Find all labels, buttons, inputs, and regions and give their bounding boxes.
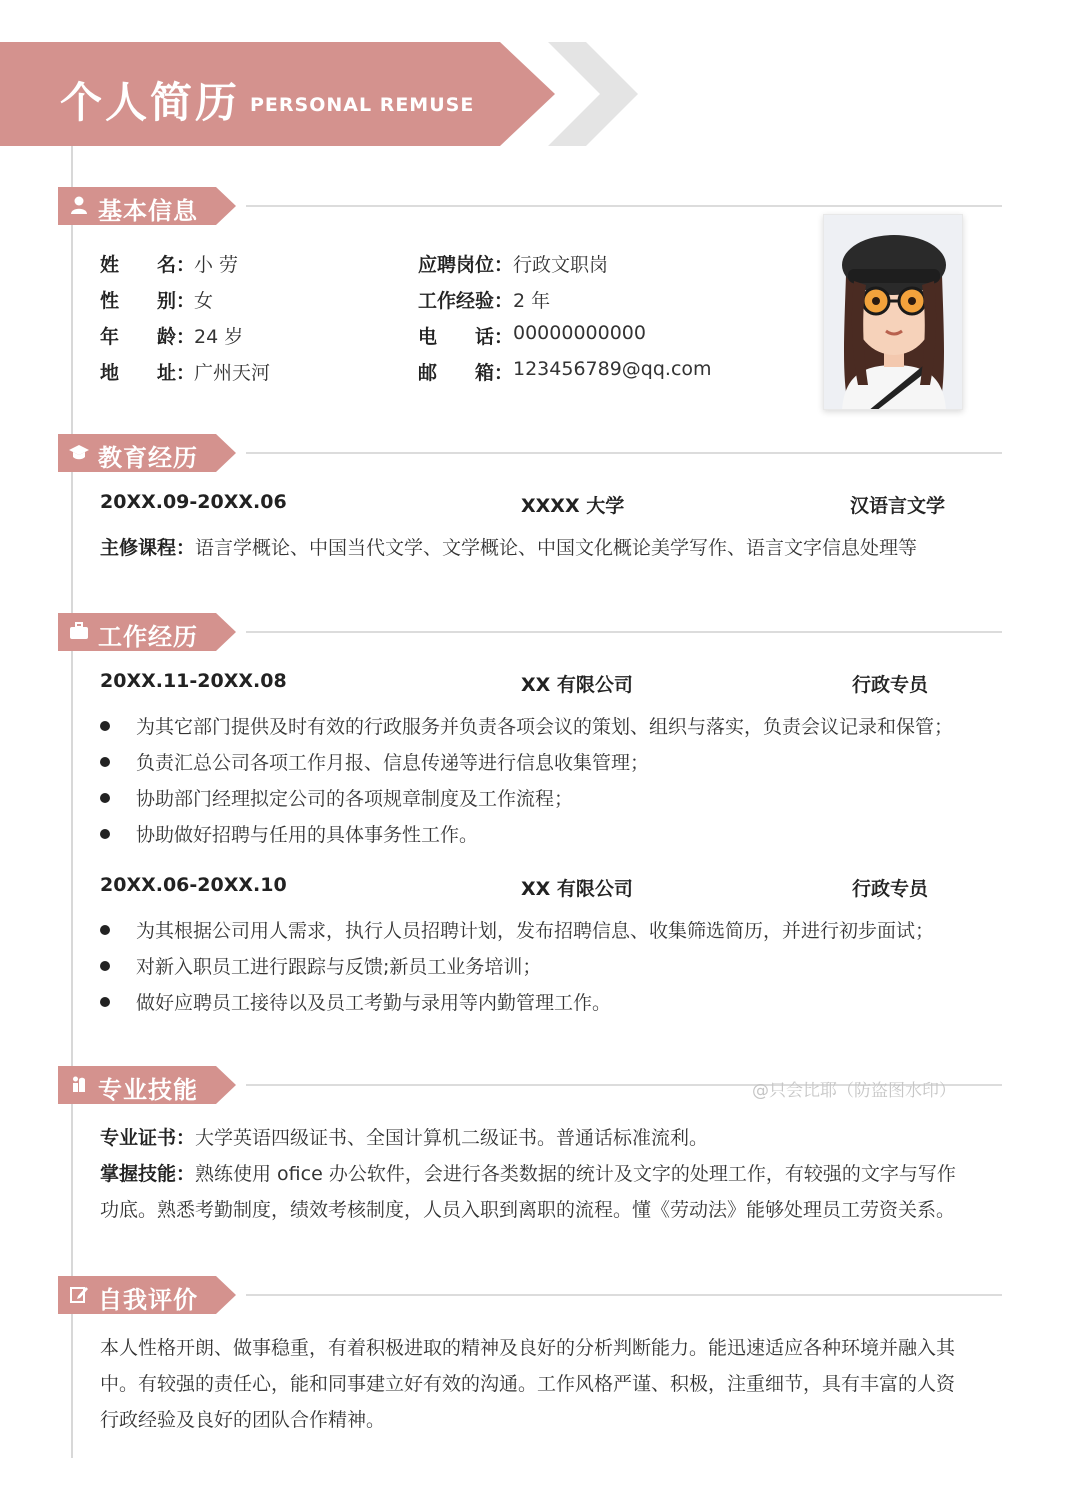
bullet-icon bbox=[100, 997, 110, 1007]
chevron-decoration bbox=[548, 42, 638, 146]
bullet-icon bbox=[100, 925, 110, 935]
certificates bbox=[100, 1123, 708, 1150]
edit-icon bbox=[68, 1284, 90, 1306]
page-title: 个人简历 bbox=[60, 78, 241, 127]
age-value: 24 岁 bbox=[194, 326, 244, 348]
page-subtitle: PERSONAL REMUSE bbox=[250, 94, 475, 116]
work-period: 20XX.06-20XX.10 bbox=[100, 874, 287, 896]
bullet-icon bbox=[100, 793, 110, 803]
section-title: 基本信息 bbox=[98, 197, 198, 225]
work-period: 20XX.11-20XX.08 bbox=[100, 670, 287, 692]
position-label: 应聘岗位： bbox=[418, 254, 514, 276]
courses-label: 主修课程： bbox=[100, 537, 196, 559]
experience-label: 工作经验： bbox=[418, 290, 514, 312]
section-title: 教育经历 bbox=[98, 444, 198, 472]
skill-icon bbox=[68, 1074, 90, 1096]
self-eval-line3: 行政经验及良好的团队合作精神。 bbox=[100, 1409, 386, 1431]
section-divider bbox=[246, 205, 1002, 207]
work-role: 行政专员 bbox=[852, 674, 929, 696]
section-title: 自我评价 bbox=[98, 1286, 198, 1314]
list-item bbox=[100, 952, 541, 979]
work-company: XX 有限公司 bbox=[521, 878, 633, 900]
skill-label: 掌握技能： bbox=[100, 1163, 196, 1185]
education-courses bbox=[100, 533, 917, 560]
list-item bbox=[100, 988, 611, 1015]
self-eval-line2: 中。有较强的责任心，能和同事建立好有效的沟通。工作风格严谨、积极，注重细节，具有丰富的人资 bbox=[100, 1373, 956, 1395]
timeline-line bbox=[71, 146, 73, 1458]
bullet-icon bbox=[100, 961, 110, 971]
list-item-text: 协助做好招聘与任用的具体事务性工作。 bbox=[136, 824, 479, 846]
bullet-icon bbox=[100, 757, 110, 767]
courses-value: 语言学概论、中国当代文学、文学概论、中国文化概论美学写作、语言文字信息处理等 bbox=[195, 537, 918, 559]
gender-value: 女 bbox=[194, 290, 214, 312]
email-label: 邮 箱： bbox=[418, 362, 514, 384]
education-period: 20XX.09-20XX.06 bbox=[100, 491, 287, 513]
cert-label: 专业证书： bbox=[100, 1127, 196, 1149]
education-school: XXXX 大学 bbox=[521, 495, 625, 517]
gender-label: 性 别： bbox=[100, 290, 196, 312]
list-item-text: 做好应聘员工接待以及员工考勤与录用等内勤管理工作。 bbox=[136, 992, 612, 1014]
section-divider bbox=[246, 1294, 1002, 1296]
avatar bbox=[823, 214, 963, 410]
list-item-text: 协助部门经理拟定公司的各项规章制度及工作流程； bbox=[136, 788, 574, 810]
self-eval-line1: 本人性格开朗、做事稳重，有着积极进取的精神及良好的分析判断能力。能迅速适应各种环境并融入其 bbox=[100, 1337, 956, 1359]
age-label: 年 龄： bbox=[100, 326, 196, 348]
education-major: 汉语言文学 bbox=[850, 495, 946, 517]
work-role: 行政专员 bbox=[852, 878, 929, 900]
user-icon bbox=[68, 195, 90, 217]
position-value: 行政文职岗 bbox=[513, 254, 609, 276]
email-value: 123456789@qq.com bbox=[513, 358, 712, 380]
bullet-icon bbox=[100, 721, 110, 731]
section-title: 专业技能 bbox=[98, 1076, 198, 1104]
list-item bbox=[100, 916, 934, 943]
section-self-eval bbox=[58, 1276, 1002, 1314]
experience-value: 2 年 bbox=[513, 290, 551, 312]
list-item-text: 为其它部门提供及时有效的行政服务并负责各项会议的策划、组织与落实，负责会议记录和保管； bbox=[136, 716, 954, 738]
list-item-text: 为其根据公司用人需求，执行人员招聘计划，发布招聘信息、收集筛选简历，并进行初步面试； bbox=[136, 920, 935, 942]
section-title: 工作经历 bbox=[98, 623, 198, 651]
bullet-icon bbox=[100, 829, 110, 839]
name-label: 姓 名： bbox=[100, 254, 196, 276]
watermark: @只会比耶（防盗图水印） bbox=[752, 1081, 956, 1101]
graduation-cap-icon bbox=[68, 442, 90, 464]
section-divider bbox=[246, 452, 1002, 454]
list-item-text: 对新入职员工进行跟踪与反馈;新员工业务培训； bbox=[136, 956, 542, 978]
skills-line1 bbox=[100, 1159, 956, 1186]
work-company: XX 有限公司 bbox=[521, 674, 633, 696]
address-label: 地 址： bbox=[100, 362, 196, 384]
list-item bbox=[100, 712, 953, 739]
address-value: 广州天河 bbox=[194, 362, 271, 384]
section-education bbox=[58, 434, 1002, 472]
list-item bbox=[100, 820, 478, 847]
list-item bbox=[100, 784, 573, 811]
section-work bbox=[58, 613, 1002, 651]
list-item bbox=[100, 748, 649, 775]
section-divider bbox=[246, 631, 1002, 633]
phone-label: 电 话： bbox=[418, 326, 514, 348]
cert-value: 大学英语四级证书、全国计算机二级证书。普通话标准流利。 bbox=[195, 1127, 709, 1149]
skill-value: 熟练使用 ofice 办公软件，会进行各类数据的统计及文字的处理工作，有较强的文字与写作 bbox=[195, 1163, 956, 1185]
phone-value: 00000000000 bbox=[513, 322, 646, 344]
list-item-text: 负责汇总公司各项工作月报、信息传递等进行信息收集管理； bbox=[136, 752, 650, 774]
briefcase-icon bbox=[68, 621, 90, 643]
name-value: 小 劳 bbox=[194, 254, 239, 276]
skills-line2: 功底。熟悉考勤制度，绩效考核制度，人员入职到离职的流程。懂《劳动法》能够处理员工劳资关系。 bbox=[100, 1199, 956, 1221]
